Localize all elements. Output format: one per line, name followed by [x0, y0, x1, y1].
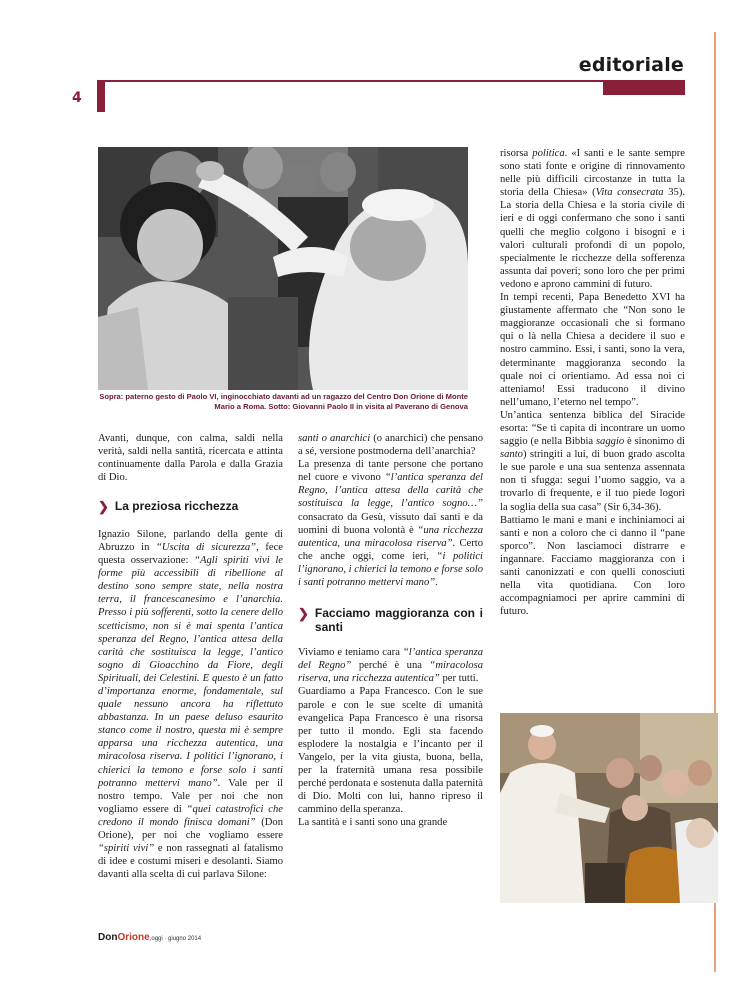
- col2-paragraph-3: [298, 646, 483, 685]
- col2-text: . Certo che anche oggi, come ieri,: [298, 537, 484, 562]
- col1-book-title: “Uscita di sicurezza”: [156, 541, 257, 553]
- col1-silone-quote: “Agli spiriti vivi le forme più accessibili di ribellione al destino sono sempre state, nella nostra terra, il francescanesimo e l’anarchia. Presso i più sofferenti, sotto la cenere dello scetticismo, non si è mai spenta l’antica speranza del Regno, l’antica attesa della carità che sostituisca la legge, l’antico sogno di Gioacchino da Fiore, degli Spirituali, dei Celestini. E questo è un fatto d’importanza enorme, fondamentale, sul quale nessuno ancora ha riflettuto abbastanza. In un paese deluso esaurito stanco come il nostro, questa mi è sempre apparsa una ricchezza autentica, una miracolosa riserva. I politici l’ignorano, i chierici la temono e forse solo i santi potranno mettervi mano”: [98, 555, 283, 789]
- col2-text: per tutti.: [439, 673, 479, 685]
- col2-paragraph-1: [298, 432, 483, 458]
- col3-paragraph-4: Battiamo le mani e mani e inchiniamoci ai santi e non a coloro che ci danno il “pane sporco”. Non lasciamoci distrarre e ingannare. Facciamo maggioranza con i santi canonizzati e con quelli conosciuti nella vita quotidiana. Con loro accompagniamoci per aprire cammini di futuro.: [500, 514, 685, 618]
- col1-text: e non rassegnati al fatalismo di idee e costumi miseri e desolanti. Siamo davanti alla scelta di cui parlava Silone:: [98, 843, 283, 881]
- col1-text: . Vale per il nostro tempo. Vale per noi che non vogliamo essere di: [98, 777, 283, 815]
- photo-paolo-vi: [98, 147, 468, 390]
- col2-text: .: [435, 577, 438, 589]
- col1-heading: [98, 500, 283, 514]
- col1-quote: “spiriti vivi”: [98, 843, 155, 855]
- col2-text: perché è una: [351, 660, 430, 672]
- col1-paragraph: [98, 528, 283, 882]
- col2-text: santi o anarchici: [298, 433, 371, 444]
- footer-brand-orione: Orione: [117, 932, 150, 943]
- col3-text: 35). La storia della Chiesa e la storia civile di ieri e di oggi confermano che sono i santi quelli che meglio colgono i bisogni e i valori culturali profondi di un popolo, specialmente le ricchezze della sofferenza assunta dai poveri; sono loro che per primi vedono e aprono cammini di futuro.: [500, 187, 685, 290]
- col1-text: , fece questa osservazione:: [98, 541, 283, 567]
- chevron-right-icon: ❯: [298, 606, 309, 622]
- col2-quote: “miracolosa riserva, una ricchezza autentica”: [298, 660, 483, 685]
- col3-text: . «I santi e le sante sempre sono stati fonte e origine di rinnovamento nelle più difficili circostanze in tutta la storia della Chiesa» (: [500, 148, 685, 199]
- page-number: 4: [72, 90, 82, 106]
- col2-text: La presenza di tante persone che portano nel cuore e vivono: [298, 459, 483, 484]
- col3-text: ) stringiti a lui, di buon grado ascolta le sue parole e una sua sentenza assennata non ti sfugga: segui l’uomo saggio, va a trovarlo di frequente, e il tuo piede logori la soglia della sua casa” (Sir 6,34-36).: [500, 449, 685, 513]
- col1-quote: “quei catastrofici che credono il mondo finisca domani”: [98, 803, 283, 828]
- col2-quote: “i politici l’ignorano, i chierici la temono e forse solo i santi potranno mettervi mano”: [298, 550, 483, 589]
- section-title: editoriale: [578, 54, 684, 76]
- col3-text: santo: [500, 449, 523, 461]
- col2-quote: “l’antica speranza del Regno”: [298, 647, 483, 672]
- col2-paragraph-2: [298, 458, 483, 589]
- header-bar: [97, 80, 105, 112]
- col2-heading: [298, 607, 483, 634]
- footer-date: giugno 2014: [168, 936, 202, 942]
- footer-brand: DonOrione,oggi · giugno 2014: [98, 932, 202, 943]
- col1-intro: Avanti, dunque, con calma, saldi nella verità, saldi nella santità, ricercata e attinta continuamente dalla Parola e dalla Grazia di Dio.: [98, 433, 283, 484]
- col3-text: Un’antica sentenza biblica del Siracide esorta: “Se ti capita di incontrare un uomo saggio (e nella Bibbia: [500, 409, 685, 448]
- footer-brand-don: Don: [98, 932, 118, 943]
- col3-text: risorsa: [500, 148, 533, 159]
- col1-text: Ignazio Silone, parlando della gente di Abruzzo in: [98, 528, 283, 553]
- col2-heading-text: Facciamo maggioranza con i santi: [314, 606, 483, 634]
- col2-paragraph-5: La santità e i santi sono una grande: [298, 817, 448, 829]
- col3-paragraph-1: [500, 147, 685, 291]
- col3-paragraph-3: [500, 409, 685, 514]
- col2-text: Viviamo e teniamo cara: [298, 647, 403, 659]
- col2-quote: “l’antica speranza del Regno, l’antica attesa della carità che sostituisca la legge, l’antico sogno…”: [298, 472, 483, 510]
- col3-text: è sinonimo di: [624, 436, 685, 448]
- column-2: [298, 432, 483, 829]
- footer-brand-oggi: oggi: [151, 936, 163, 942]
- col3-text: saggio: [595, 436, 625, 448]
- column-3: [500, 147, 685, 618]
- col2-paragraph-4: Guardiamo a Papa Francesco. Con le sue parole e con le sue scelte di umanità evangelica Papa Francesco è una risorsa per tutto il mondo. Egli sta facendo esplodere la nostalgia e l’incanto per il Vangelo, per la vita giusta, buona, bella, per la fraternità umana resa possibile perché perdonata e sostenuta dalla paternità di Dio. Molti con lui, hanno ripreso il cammino della speranza.: [298, 686, 484, 816]
- header-rule: [105, 80, 685, 82]
- col2-quote: “una ricchezza autentica, una miracolosa riserva”: [298, 524, 483, 549]
- photo-giovanni-paolo-ii: [500, 713, 718, 903]
- photo-caption: Sopra: paterno gesto di Paolo VI, inginocchiato davanti ad un ragazzo del Centro Don Orione di Monte Mario a Roma. Sotto: Giovanni Paolo II in visita al Paverano di Genova: [99, 392, 468, 411]
- col2-text: (o anarchici) che pensano a sé, versione postmoderna dell’anarchia?: [298, 433, 484, 458]
- col1-text: (Don Orione), per noi che vogliamo essere: [98, 816, 284, 842]
- chevron-right-icon: ❯: [98, 499, 109, 515]
- col3-text: politica: [532, 148, 565, 159]
- header-block: [603, 81, 685, 95]
- col1-heading-text: La preziosa ricchezza: [114, 499, 239, 514]
- col3-paragraph-2: In tempi recenti, Papa Benedetto XVI ha giustamente affermato che “Non sono le maggioranze occasionali che si formano qui o là nella Chiesa a decidere il suo e nostro cammino. Essi, i santi, sono la vera, determinante maggioranza secondo la quale noi ci orientiamo. Ad essa noi ci atteniamo! Essi traducono il divino nell’umano, l’eterno nel tempo”.: [500, 292, 685, 408]
- col3-text: Vita consecrata: [595, 187, 664, 199]
- column-1: [98, 432, 283, 881]
- col2-text: consacrato da Gesù, vissuto dai santi e da uomini di buona volontà è: [298, 511, 483, 536]
